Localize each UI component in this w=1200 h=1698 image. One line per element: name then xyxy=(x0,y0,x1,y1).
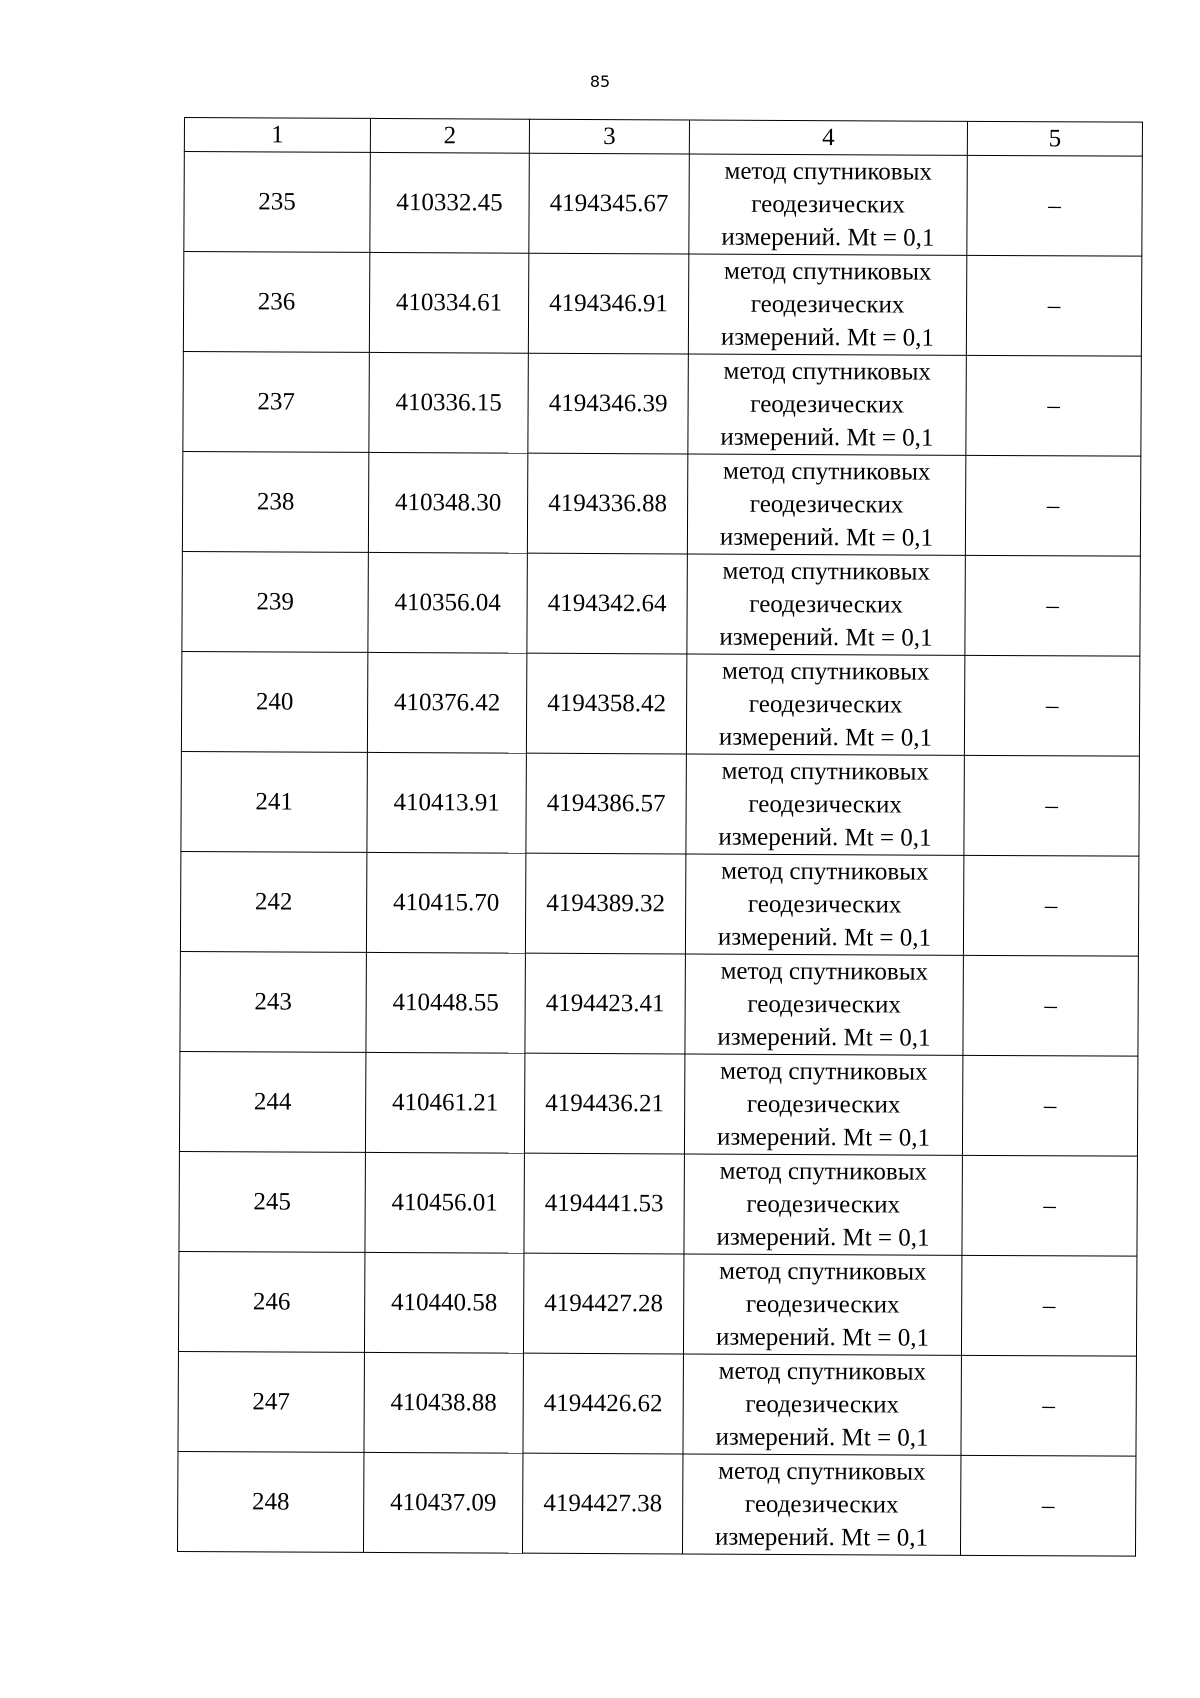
note-cell: – xyxy=(966,355,1141,456)
note-cell: – xyxy=(965,555,1140,656)
note-cell: – xyxy=(964,755,1139,856)
header-col-3: 3 xyxy=(529,119,689,154)
method-line: геодезических xyxy=(748,790,903,819)
coordinates-table xyxy=(177,117,1143,1557)
method-cell xyxy=(686,754,964,855)
table-row xyxy=(179,1151,1137,1256)
y-coordinate-cell: 4194427.28 xyxy=(523,1253,683,1354)
method-line: геодезических xyxy=(746,1190,901,1219)
method-cell xyxy=(688,354,966,455)
method-line: геодезических xyxy=(744,1490,899,1519)
table-row xyxy=(182,451,1140,556)
method-line: геодезических xyxy=(751,190,905,219)
header-col-1: 1 xyxy=(184,118,370,153)
method-cell xyxy=(685,954,963,1055)
note-cell: – xyxy=(964,655,1139,756)
table-row xyxy=(184,152,1142,257)
note-cell: – xyxy=(961,1255,1136,1356)
x-coordinate-cell: 410456.01 xyxy=(365,1152,524,1253)
x-coordinate-cell: 410334.61 xyxy=(369,252,528,353)
y-coordinate-cell: 4194427.38 xyxy=(522,1453,682,1554)
table-row xyxy=(183,252,1141,357)
point-number-cell: 240 xyxy=(181,651,367,752)
note-cell: – xyxy=(963,855,1138,956)
method-cell xyxy=(682,1454,960,1555)
method-line: измерений. Mt = 0,1 xyxy=(720,323,935,352)
table-row xyxy=(181,651,1139,756)
method-line: геодезических xyxy=(748,690,903,719)
method-line: измерений. Mt = 0,1 xyxy=(716,1123,931,1152)
table-header xyxy=(184,118,1142,157)
method-line: измерений. Mt = 0,1 xyxy=(719,523,934,552)
method-line: измерений. Mt = 0,1 xyxy=(715,1423,929,1452)
y-coordinate-cell: 4194336.88 xyxy=(527,453,687,554)
method-line: метод спутниковых xyxy=(724,157,933,186)
note-cell: – xyxy=(962,1055,1137,1156)
y-coordinate-cell: 4194426.62 xyxy=(523,1353,683,1454)
method-cell xyxy=(683,1354,961,1455)
method-line: геодезических xyxy=(746,1090,901,1119)
method-line: метод спутниковых xyxy=(723,357,932,386)
table-row xyxy=(177,1451,1135,1556)
method-line: геодезических xyxy=(745,1290,900,1319)
point-number-cell: 236 xyxy=(183,252,369,353)
method-line: геодезических xyxy=(747,990,902,1019)
table-row xyxy=(178,1351,1136,1456)
method-line: измерений. Mt = 0,1 xyxy=(717,923,932,952)
x-coordinate-cell: 410376.42 xyxy=(367,652,526,753)
y-coordinate-cell: 4194346.39 xyxy=(528,353,688,454)
x-coordinate-cell: 410332.45 xyxy=(370,152,529,253)
method-line: метод спутниковых xyxy=(720,1057,928,1086)
table-row xyxy=(182,551,1140,656)
table-row xyxy=(181,751,1139,856)
x-coordinate-cell: 410336.15 xyxy=(369,352,528,453)
method-line: измерений. Mt = 0,1 xyxy=(717,1023,931,1052)
point-number-cell: 245 xyxy=(179,1151,365,1252)
note-cell: – xyxy=(967,155,1142,256)
point-number-cell: 246 xyxy=(178,1251,364,1352)
header-row xyxy=(184,118,1142,157)
method-cell xyxy=(684,1154,962,1255)
header-col-4: 4 xyxy=(689,120,967,155)
x-coordinate-cell: 410440.58 xyxy=(364,1252,523,1353)
x-coordinate-cell: 410437.09 xyxy=(363,1452,522,1553)
point-number-cell: 248 xyxy=(177,1451,363,1552)
point-number-cell: 247 xyxy=(178,1351,364,1452)
x-coordinate-cell: 410415.70 xyxy=(366,852,525,953)
method-line: метод спутниковых xyxy=(723,257,932,286)
method-line: измерений. Mt = 0,1 xyxy=(716,1223,930,1252)
point-number-cell: 238 xyxy=(182,451,368,552)
y-coordinate-cell: 4194342.64 xyxy=(527,553,687,654)
method-cell xyxy=(689,154,967,255)
x-coordinate-cell: 410448.55 xyxy=(366,952,525,1053)
y-coordinate-cell: 4194386.57 xyxy=(526,753,686,854)
method-line: измерений. Mt = 0,1 xyxy=(720,423,934,452)
point-number-cell: 239 xyxy=(182,551,368,652)
note-cell: – xyxy=(965,455,1140,556)
method-line: метод спутниковых xyxy=(718,1357,927,1386)
y-coordinate-cell: 4194389.32 xyxy=(525,853,685,954)
header-col-5: 5 xyxy=(967,121,1142,156)
method-line: метод спутниковых xyxy=(720,957,929,986)
point-number-cell: 241 xyxy=(181,751,367,852)
method-cell xyxy=(687,554,965,655)
method-line: геодезических xyxy=(747,890,902,919)
y-coordinate-cell: 4194346.91 xyxy=(528,253,688,354)
table-row xyxy=(179,1051,1137,1156)
method-line: измерений. Mt = 0,1 xyxy=(718,723,933,752)
method-line: метод спутниковых xyxy=(718,1457,926,1486)
method-cell xyxy=(687,454,965,555)
method-line: метод спутниковых xyxy=(719,1157,928,1186)
method-line: геодезических xyxy=(745,1390,900,1419)
method-line: геодезических xyxy=(749,590,903,619)
method-cell xyxy=(684,1054,962,1155)
method-cell xyxy=(685,854,963,955)
method-line: геодезических xyxy=(750,290,905,319)
x-coordinate-cell: 410461.21 xyxy=(365,1052,524,1153)
table-row xyxy=(180,851,1138,956)
table-row xyxy=(180,951,1138,1056)
table-body xyxy=(177,152,1142,1557)
point-number-cell: 235 xyxy=(184,152,370,253)
method-line: геодезических xyxy=(749,490,904,519)
method-line: метод спутниковых xyxy=(721,857,929,886)
y-coordinate-cell: 4194358.42 xyxy=(526,653,686,754)
method-line: метод спутниковых xyxy=(723,457,931,486)
table-row xyxy=(183,351,1141,456)
method-line: геодезических xyxy=(750,390,904,419)
y-coordinate-cell: 4194423.41 xyxy=(525,953,685,1054)
point-number-cell: 243 xyxy=(180,951,366,1052)
method-cell xyxy=(688,254,966,355)
note-cell: – xyxy=(962,1155,1137,1256)
point-number-cell: 237 xyxy=(183,351,369,452)
x-coordinate-cell: 410348.30 xyxy=(368,452,527,553)
method-line: измерений. Mt = 0,1 xyxy=(718,823,932,852)
x-coordinate-cell: 410356.04 xyxy=(368,552,527,653)
method-cell xyxy=(683,1254,961,1355)
y-coordinate-cell: 4194345.67 xyxy=(529,153,689,254)
y-coordinate-cell: 4194436.21 xyxy=(524,1053,684,1154)
x-coordinate-cell: 410413.91 xyxy=(367,752,526,853)
header-col-2: 2 xyxy=(370,118,529,153)
note-cell: – xyxy=(963,955,1138,1056)
note-cell: – xyxy=(961,1355,1136,1456)
page-number: 85 xyxy=(589,72,611,91)
method-line: метод спутниковых xyxy=(721,757,930,786)
method-line: метод спутниковых xyxy=(719,1257,927,1286)
note-cell: – xyxy=(960,1455,1135,1556)
method-line: метод спутниковых xyxy=(722,557,931,586)
point-number-cell: 242 xyxy=(180,851,366,952)
note-cell: – xyxy=(966,255,1141,356)
y-coordinate-cell: 4194441.53 xyxy=(524,1153,684,1254)
table-row xyxy=(178,1251,1136,1356)
method-line: измерений. Mt = 0,1 xyxy=(719,623,933,652)
method-line: измерений. Mt = 0,1 xyxy=(714,1523,929,1552)
method-line: измерений. Mt = 0,1 xyxy=(721,223,935,252)
method-line: метод спутниковых xyxy=(722,657,930,686)
point-number-cell: 244 xyxy=(179,1051,365,1152)
method-cell xyxy=(686,654,964,755)
method-line: измерений. Mt = 0,1 xyxy=(715,1323,930,1352)
x-coordinate-cell: 410438.88 xyxy=(364,1352,523,1453)
